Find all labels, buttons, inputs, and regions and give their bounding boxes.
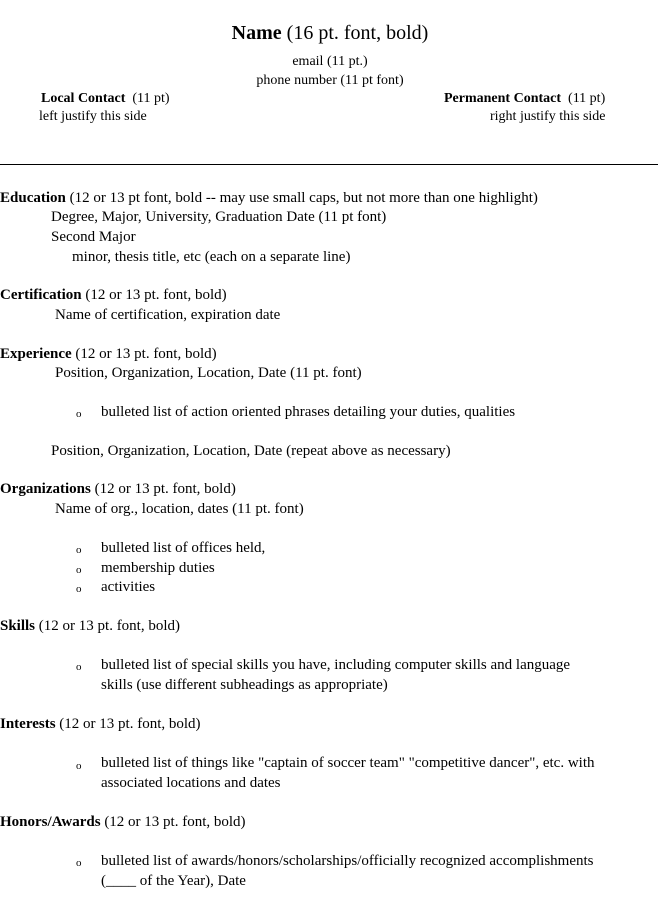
local-contact-heading [41, 89, 170, 109]
section-note: (12 or 13 pt. font, bold) [59, 716, 201, 732]
organizations-heading [0, 479, 236, 499]
education-line-1: Degree, Major, University, Graduation Date (11 pt font) [51, 209, 387, 225]
section-title: Interests [0, 716, 56, 732]
education-line-3: minor, thesis title, etc (each on a separate line) [72, 249, 351, 265]
section-title: Certification [0, 287, 82, 303]
experience-line-1: Position, Organization, Location, Date (11 pt. font) [55, 365, 362, 381]
section-note: (12 or 13 pt. font, bold) [38, 618, 181, 634]
organizations-bullet-1: bulleted list of offices held, [101, 540, 266, 556]
phone-line: phone number (11 pt font) [256, 73, 404, 88]
interests-bullet-line-2: associated locations and dates [101, 775, 281, 791]
section-title: Skills [0, 618, 36, 634]
section-note: (12 or 13 pt font, bold -- may use small caps, but not more than one highlight) [69, 190, 538, 206]
honors-heading [0, 812, 246, 832]
honors-bullet-line-1: bulleted list of awards/honors/scholarships/officially recognized accomplishments [101, 853, 594, 869]
resume-name-line [0, 20, 660, 46]
name-note: (16 pt. font, bold) [286, 22, 429, 44]
bullet-icon: o [76, 583, 82, 595]
section-note: (12 or 13 pt. font, bold) [75, 346, 217, 362]
section-note: (12 or 13 pt. font, bold) [94, 481, 236, 497]
education-line-2: Second Major [51, 229, 136, 245]
experience-heading [0, 344, 217, 364]
organizations-line-1: Name of org., location, dates (11 pt. font) [55, 501, 304, 517]
experience-line-2: Position, Organization, Location, Date (repeat above as necessary) [51, 443, 451, 459]
section-note: (12 or 13 pt. font, bold) [104, 814, 246, 830]
local-contact-note: (11 pt) [132, 91, 170, 106]
honors-bullet-line-2: (____ of the Year), Date [101, 873, 246, 889]
interests-bullet-line-1: bulleted list of things like "captain of soccer team" "competitive dancer", etc. with [101, 755, 595, 771]
section-note: (12 or 13 pt. font, bold) [85, 287, 227, 303]
experience-bullet-1: bulleted list of action oriented phrases detailing your duties, qualities [101, 404, 516, 420]
local-contact-sub: left justify this side [39, 109, 147, 124]
email-line: email (11 pt.) [292, 54, 368, 69]
skills-heading [0, 616, 180, 636]
permanent-contact-label: Permanent Contact [444, 91, 562, 106]
section-title: Honors/Awards [0, 814, 101, 830]
bullet-icon: o [76, 760, 82, 772]
bullet-icon: o [76, 857, 82, 869]
name-label: Name [231, 22, 282, 44]
bullet-icon: o [76, 544, 82, 556]
permanent-contact-sub: right justify this side [490, 109, 606, 124]
section-title: Organizations [0, 481, 91, 497]
section-title: Education [0, 190, 66, 206]
bullet-icon: o [76, 408, 82, 420]
bullet-icon: o [76, 661, 82, 673]
section-title: Experience [0, 346, 72, 362]
skills-bullet-line-2: skills (use different subheadings as appropriate) [101, 677, 388, 693]
header-divider [0, 164, 658, 165]
permanent-contact-heading [444, 89, 605, 109]
bullet-icon: o [76, 564, 82, 576]
skills-bullet-line-1: bulleted list of special skills you have, including computer skills and language [101, 657, 571, 673]
interests-heading [0, 714, 201, 734]
education-heading [0, 188, 538, 208]
certification-heading [0, 285, 227, 305]
organizations-bullet-2: membership duties [101, 560, 215, 576]
organizations-bullet-3: activities [101, 579, 156, 595]
local-contact-label: Local Contact [41, 91, 126, 106]
permanent-contact-note: (11 pt) [568, 91, 606, 106]
certification-line-1: Name of certification, expiration date [55, 307, 281, 323]
